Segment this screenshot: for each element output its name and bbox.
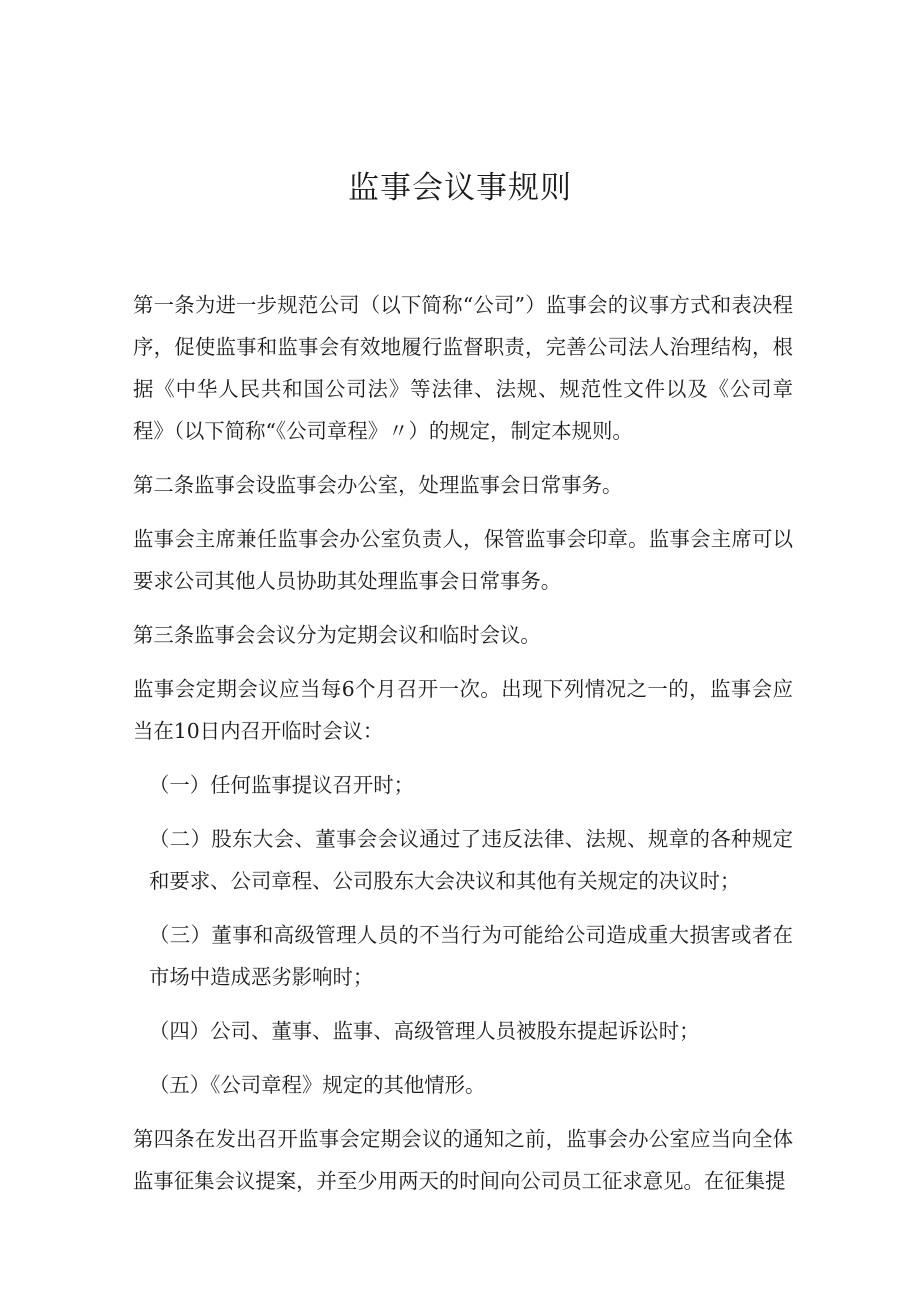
list-item-4: （四）公司、董事、监事、高级管理人员被股东提起诉讼时； — [149, 1019, 700, 1043]
paragraph-article-1: 第一条为进一步规范公司（以下简称“公司”）监事会的议事方式和表决程序，促使监事和监事会有效地履行监督职责，完善公司法人治理结构，根据《中华人民共和国公司法》等法律、法规、规范性文件以及《公司章程》（以下简称“《公司章程》〃）的规定，制定本规则。 — [133, 293, 793, 443]
paragraph-article-3: 第三条监事会会议分为定期会议和临时会议。 — [133, 623, 541, 647]
paragraph-article-4: 第四条在发出召开监事会定期会议的通知之前，监事会办公室应当向全体监事征集会议提案，并至少用两天的时间向公司员工征求意见。在征集提 — [133, 1127, 793, 1193]
list-item-5: （五）《公司章程》规定的其他情形。 — [149, 1073, 486, 1097]
document-body — [133, 284, 793, 1214]
list-item-2: （二）股东大会、董事会会议通过了违反法律、法规、规章的各种规定和要求、公司章程、公司股东大会决议和其他有关规定的决议时； — [149, 827, 793, 893]
list-item-3: （三）董事和高级管理人员的不当行为可能给公司造成重大损害或者在市场中造成恶劣影响时； — [149, 923, 793, 989]
paragraph-article-2: 第二条监事会设监事会办公室，处理监事会日常事务。 — [133, 473, 623, 497]
list-item-1: （一）任何监事提议召开时； — [149, 773, 415, 797]
document-title: 监事会议事规则 — [348, 170, 572, 206]
paragraph-article-2-detail: 监事会主席兼任监事会办公室负责人，保管监事会印章。监事会主席可以要求公司其他人员协助其处理监事会日常事务。 — [133, 527, 793, 593]
paragraph-article-3-detail: 监事会定期会议应当每6个月召开一次。出现下列情况之一的，监事会应当在10日内召开临时会议： — [133, 677, 793, 743]
